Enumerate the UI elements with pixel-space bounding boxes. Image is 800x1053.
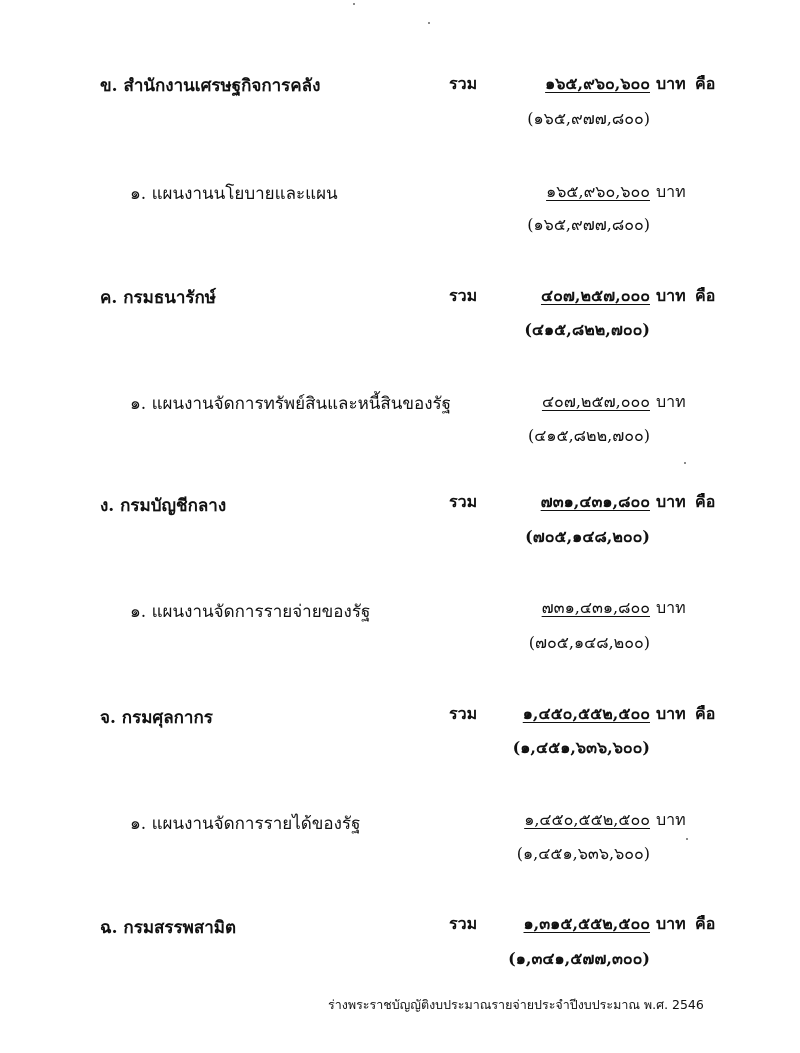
previous-amount: (๗๐๕,๑๔๘,๒๐๐) [525,527,650,546]
currency-unit: บาท [656,392,686,411]
budget-amount: ๗๓๑,๔๓๑,๘๐๐ [540,492,650,511]
previous-amount: (๑,๔๕๑,๖๓๖,๖๐๐) [512,738,650,757]
agency-name: ง. กรมบัญชีกลาง [100,496,227,516]
plan-amount: ๔๐๗,๒๕๗,๐๐๐ [541,392,650,411]
khue-label: คือ [695,492,716,511]
previous-amount: (๔๑๕,๘๒๒,๗๐๐) [524,320,650,339]
budget-amount: ๑,๓๑๕,๕๕๒,๕๐๐ [523,914,650,933]
plan-amount: ๗๓๑,๔๓๑,๘๐๐ [541,598,650,617]
plan-name: ๑. แผนงานจัดการรายจ่ายของรัฐ [130,602,371,622]
previous-amount: (๑๖๕,๙๗๗,๘๐๐) [527,109,650,128]
currency-unit: บาท [656,74,686,93]
khue-label: คือ [695,74,716,93]
plan-name: ๑. แผนงานนโยบายและแผน [130,184,338,204]
currency-unit: บาท [656,810,686,829]
currency-unit: บาท [656,598,686,617]
khue-label: คือ [695,914,716,933]
plan-name: ๑. แผนงานจัดการรายได้ของรัฐ [130,814,361,834]
currency-unit: บาท [656,182,686,201]
total-label: รวม [449,704,478,723]
previous-amount: (๑๖๕,๙๗๗,๘๐๐) [527,215,650,234]
scan-speck [684,462,686,464]
budget-amount: ๑,๔๕๐,๕๕๒,๕๐๐ [522,704,650,723]
plan-name: ๑. แผนงานจัดการทรัพย์สินและหนี้สินของรัฐ [130,394,452,414]
agency-name: จ. กรมศุลกากร [100,708,213,728]
budget-amount: ๑๖๕,๙๖๐,๖๐๐ [545,74,650,93]
previous-amount: (๔๑๕,๘๒๒,๗๐๐) [527,426,650,445]
agency-name: ข. สำนักงานเศรษฐกิจการคลัง [100,76,321,96]
currency-unit: บาท [656,492,686,511]
currency-unit: บาท [656,914,686,933]
currency-unit: บาท [656,704,686,723]
document-footer: ร่างพระราชบัญญัติงบประมาณรายจ่ายประจำปีงบประมาณ พ.ศ. 2546 [328,997,704,1012]
plan-amount: ๑,๔๕๐,๕๕๒,๕๐๐ [524,810,650,829]
total-label: รวม [449,914,478,933]
currency-unit: บาท [656,286,686,305]
khue-label: คือ [695,704,716,723]
previous-amount: (๗๐๕,๑๔๘,๒๐๐) [528,633,650,652]
total-label: รวม [449,286,478,305]
agency-name: ฉ. กรมสรรพสามิต [100,918,237,938]
khue-label: คือ [695,286,716,305]
plan-amount: ๑๖๕,๙๖๐,๖๐๐ [546,182,650,201]
budget-amount: ๔๐๗,๒๕๗,๐๐๐ [540,286,650,305]
scan-speck [353,3,355,5]
total-label: รวม [449,74,478,93]
previous-amount: (๑,๓๔๑,๕๗๗,๓๐๐) [508,949,650,968]
scan-speck [428,22,430,24]
agency-name: ค. กรมธนารักษ์ [100,288,217,308]
total-label: รวม [449,492,478,511]
scan-speck [686,838,688,840]
previous-amount: (๑,๔๕๑,๖๓๖,๖๐๐) [516,844,650,863]
